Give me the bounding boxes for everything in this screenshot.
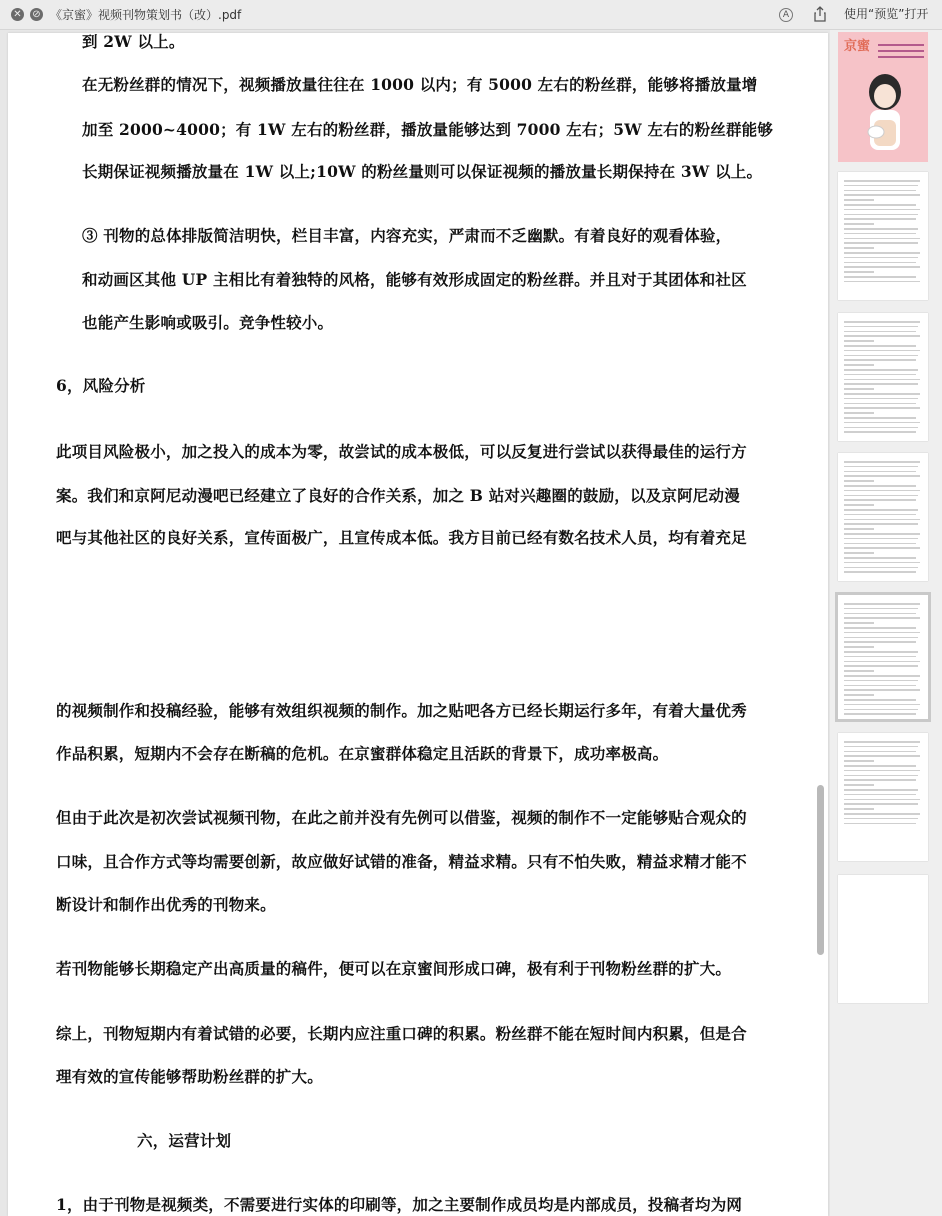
thumbnail-text-line bbox=[844, 608, 918, 610]
thumbnail-text-line bbox=[844, 471, 916, 473]
text-line: 吧与其他社区的良好关系，宣传面极广，且宣传成本低。我方目前已经有数名技术人员，均有着充足 bbox=[56, 528, 747, 547]
thumbnail-text-line bbox=[844, 709, 918, 711]
thumbnail-text-line bbox=[844, 271, 874, 273]
thumbnail-text-line bbox=[844, 214, 918, 216]
thumbnail-text-line bbox=[844, 355, 918, 357]
thumbnail-text-line bbox=[844, 552, 874, 554]
thumbnail-text-line bbox=[844, 713, 916, 715]
thumbnail-text-line bbox=[844, 514, 916, 516]
thumbnail-text-line bbox=[844, 223, 874, 225]
thumbnail-text-line bbox=[844, 760, 874, 762]
thumbnail-text-line bbox=[844, 818, 918, 820]
cover-subtitle-decoration bbox=[878, 40, 924, 70]
thumbnail-text-line bbox=[844, 567, 918, 569]
text-line: 此项目风险极小，加之投入的成本为零，故尝试的成本极低，可以反复进行尝试以获得最佳的运行方 bbox=[56, 442, 747, 461]
thumbnail-sidebar bbox=[830, 30, 942, 1216]
thumbnail-text-line bbox=[844, 383, 918, 385]
window-title: 《京蜜》视频刊物策划书（改）.pdf bbox=[50, 8, 242, 22]
thumbnail-text-line bbox=[844, 266, 920, 268]
thumbnail-text-line bbox=[844, 422, 920, 424]
thumbnail-text-line bbox=[844, 680, 918, 682]
thumbnail-text-line bbox=[844, 398, 918, 400]
thumbnail-text-line bbox=[844, 617, 920, 619]
thumbnail-text-line bbox=[844, 369, 918, 371]
pdf-page bbox=[8, 33, 828, 1216]
thumbnail-text-line bbox=[844, 276, 916, 278]
thumbnail-text-line bbox=[844, 603, 920, 605]
thumbnail-text-line bbox=[844, 199, 874, 201]
thumbnail-text-line bbox=[844, 685, 916, 687]
thumbnail-text-line bbox=[844, 661, 920, 663]
text-line: 口味，且合作方式等均需要创新，故应做好试错的准备，精益求精。只有不怕失败，精益求精才能不 bbox=[56, 852, 747, 871]
thumbnail-text-line bbox=[844, 180, 920, 182]
thumbnail-text-line bbox=[844, 627, 916, 629]
thumbnail-text-line bbox=[844, 466, 918, 468]
text-line: ③ 刊物的总体排版简洁明快，栏目丰富，内容充实，严肃而不乏幽默。有着良好的观看体验， bbox=[82, 226, 732, 245]
cover-title: 京蜜 bbox=[844, 39, 871, 54]
thumbnail-text-line bbox=[844, 321, 920, 323]
thumbnail-text-line bbox=[844, 480, 874, 482]
thumbnail-text-line bbox=[844, 641, 916, 643]
thumbnail-text-line bbox=[844, 252, 920, 254]
thumbnail-text-line bbox=[844, 789, 918, 791]
text-line: 长期保证视频播放量在 1W 以上;10W 的粉丝量则可以保证视频的播放量长期保持在 3W 以上。 bbox=[82, 162, 763, 181]
text-line: 加至 2000~4000；有 1W 左右的粉丝群，播放量能够达到 7000 左右；5W 左右的粉丝群能够 bbox=[82, 120, 774, 139]
thumbnail-text-line bbox=[844, 746, 918, 748]
thumbnail-text-line bbox=[844, 543, 916, 545]
section-heading: 六，运营计划 bbox=[137, 1131, 232, 1150]
text-line: 作品积累，短期内不会存在断稿的危机。在京蜜群体稳定且活跃的背景下，成功率极高。 bbox=[56, 744, 669, 763]
thumbnail-text-line bbox=[844, 185, 918, 187]
thumbnail-text-line bbox=[844, 242, 918, 244]
thumbnail-page-6[interactable] bbox=[838, 733, 928, 861]
thumbnail-text-line bbox=[844, 665, 918, 667]
text-line: 理有效的宣传能够帮助粉丝群的扩大。 bbox=[56, 1067, 323, 1086]
thumbnail-text-line bbox=[844, 704, 920, 706]
title-bar bbox=[0, 0, 942, 30]
thumbnail-text-line bbox=[844, 523, 918, 525]
thumbnail-text-line bbox=[844, 751, 916, 753]
thumbnail-text-line bbox=[844, 808, 874, 810]
thumbnail-text-line bbox=[844, 431, 916, 433]
thumbnail-text-line bbox=[844, 557, 916, 559]
thumbnail-text-line bbox=[844, 538, 918, 540]
thumbnail-text-line bbox=[844, 228, 918, 230]
thumbnail-text-line bbox=[844, 509, 918, 511]
thumbnail-text-line bbox=[844, 784, 874, 786]
thumbnail-text-line bbox=[844, 247, 874, 249]
text-line: 的视频制作和投稿经验，能够有效组织视频的制作。加之贴吧各方已经长期运行多年，有着大量优秀 bbox=[56, 701, 747, 720]
scrollbar-thumb[interactable] bbox=[817, 785, 824, 955]
thumbnail-text-line bbox=[844, 779, 916, 781]
thumbnail-page-5[interactable] bbox=[838, 595, 928, 719]
thumbnail-page-7[interactable] bbox=[838, 875, 928, 1003]
thumbnail-text-line bbox=[844, 823, 916, 825]
thumbnail-text-line bbox=[844, 547, 920, 549]
text-line: 但由于此次是初次尝试视频刊物，在此之前并没有先例可以借鉴，视频的制作不一定能够贴合观众的 bbox=[56, 808, 747, 827]
thumbnail-text-line bbox=[844, 694, 874, 696]
thumbnail-text-line bbox=[844, 340, 874, 342]
thumbnail-text-line bbox=[844, 651, 918, 653]
thumbnail-text-line bbox=[844, 335, 920, 337]
thumbnail-text-line bbox=[844, 755, 920, 757]
open-with-preview-button[interactable]: 使用“预览”打开 bbox=[844, 7, 929, 21]
thumbnail-text-line bbox=[844, 504, 874, 506]
thumbnail-text-line bbox=[844, 257, 918, 259]
thumbnail-text-line bbox=[844, 775, 918, 777]
thumbnail-text-line bbox=[844, 519, 920, 521]
thumbnail-text-line bbox=[844, 204, 916, 206]
thumbnail-text-line bbox=[844, 689, 920, 691]
thumbnail-text-line bbox=[844, 813, 920, 815]
thumbnail-text-line bbox=[844, 656, 916, 658]
thumbnail-page-1[interactable] bbox=[838, 32, 928, 162]
thumbnail-text-line bbox=[844, 262, 916, 264]
thumbnail-text-line bbox=[844, 238, 920, 240]
thumbnail-text-line bbox=[844, 571, 916, 573]
thumbnail-text-line bbox=[844, 622, 874, 624]
thumbnail-text-line bbox=[844, 670, 874, 672]
markup-icon[interactable]: A bbox=[779, 8, 793, 22]
thumbnail-text-line bbox=[844, 533, 920, 535]
thumbnail-text-line bbox=[844, 794, 916, 796]
thumbnail-text-line bbox=[844, 562, 920, 564]
thumbnail-text-line bbox=[844, 218, 916, 220]
thumbnail-text-line bbox=[844, 632, 920, 634]
text-line: 若刊物能够长期稳定产出高质量的稿件，便可以在京蜜间形成口碑，极有利于刊物粉丝群的扩大。 bbox=[56, 959, 732, 978]
text-line: 案。我们和京阿尼动漫吧已经建立了良好的合作关系，加之 B 站对兴趣圈的鼓励，以及京阿尼动漫 bbox=[56, 486, 740, 505]
text-line: 断设计和制作出优秀的刊物来。 bbox=[56, 895, 276, 914]
thumbnail-text-line bbox=[844, 326, 918, 328]
thumbnail-text-line bbox=[844, 803, 918, 805]
thumbnail-text-line bbox=[844, 331, 916, 333]
text-line: 综上，刊物短期内有着试错的必要，长期内应注重口碑的积累。粉丝群不能在短时间内积累，但是合 bbox=[56, 1024, 747, 1043]
thumbnail-text-line bbox=[844, 646, 874, 648]
thumbnail-text-line bbox=[844, 485, 916, 487]
thumbnail-text-line bbox=[844, 190, 916, 192]
thumbnail-text-line bbox=[844, 233, 916, 235]
thumbnail-text-line bbox=[844, 613, 916, 615]
thumbnail-text-line bbox=[844, 699, 916, 701]
thumbnail-text-line bbox=[844, 475, 920, 477]
text-line: 在无粉丝群的情况下，视频播放量往往在 1000 以内；有 5000 左右的粉丝群，能够将播放量增 bbox=[82, 75, 758, 94]
thumbnail-text-line bbox=[844, 359, 916, 361]
thumbnail-text-line bbox=[844, 495, 918, 497]
thumbnail-page-4[interactable] bbox=[838, 453, 928, 581]
thumbnail-text-line bbox=[844, 528, 874, 530]
thumbnail-text-line bbox=[844, 675, 920, 677]
thumbnail-page-2[interactable] bbox=[838, 172, 928, 300]
section-heading: 6，风险分析 bbox=[56, 376, 146, 395]
text-line: 也能产生影响或吸引。竞争性较小。 bbox=[82, 313, 334, 332]
thumbnail-page-3[interactable] bbox=[838, 313, 928, 441]
minimize-icon[interactable]: ⊘ bbox=[30, 8, 43, 21]
thumbnail-text-line bbox=[844, 741, 920, 743]
cover-character-illustration bbox=[856, 70, 914, 158]
thumbnail-text-line bbox=[844, 393, 920, 395]
thumbnail-text-line bbox=[844, 374, 916, 376]
share-icon[interactable] bbox=[812, 6, 828, 22]
text-line: 到 2W 以上。 bbox=[82, 33, 185, 51]
thumbnail-text-line bbox=[844, 499, 916, 501]
close-icon[interactable]: ✕ bbox=[11, 8, 24, 21]
thumbnail-text-line bbox=[844, 364, 874, 366]
thumbnail-text-line bbox=[844, 407, 920, 409]
text-line: 和动画区其他 UP 主相比有着独特的风格，能够有效形成固定的粉丝群。并且对于其团体和社区 bbox=[82, 270, 747, 289]
thumbnail-text-line bbox=[844, 490, 920, 492]
thumbnail-text-line bbox=[844, 765, 916, 767]
thumbnail-text-line bbox=[844, 194, 920, 196]
thumbnail-text-line bbox=[844, 345, 916, 347]
thumbnail-text-line bbox=[844, 388, 874, 390]
thumbnail-text-line bbox=[844, 379, 920, 381]
thumbnail-text-line bbox=[844, 427, 918, 429]
thumbnail-text-line bbox=[844, 350, 920, 352]
thumbnail-text-line bbox=[844, 637, 918, 639]
thumbnail-text-line bbox=[844, 403, 916, 405]
text-line: 1，由于刊物是视频类，不需要进行实体的印刷等，加之主要制作成员均是内部成员，投稿者均为网 bbox=[56, 1195, 743, 1214]
thumbnail-text-line bbox=[844, 417, 916, 419]
thumbnail-text-line bbox=[844, 461, 920, 463]
thumbnail-text-line bbox=[844, 281, 920, 283]
thumbnail-text-line bbox=[844, 209, 920, 211]
thumbnail-text-line bbox=[844, 770, 920, 772]
thumbnail-text-line bbox=[844, 412, 874, 414]
thumbnail-text-line bbox=[844, 799, 920, 801]
